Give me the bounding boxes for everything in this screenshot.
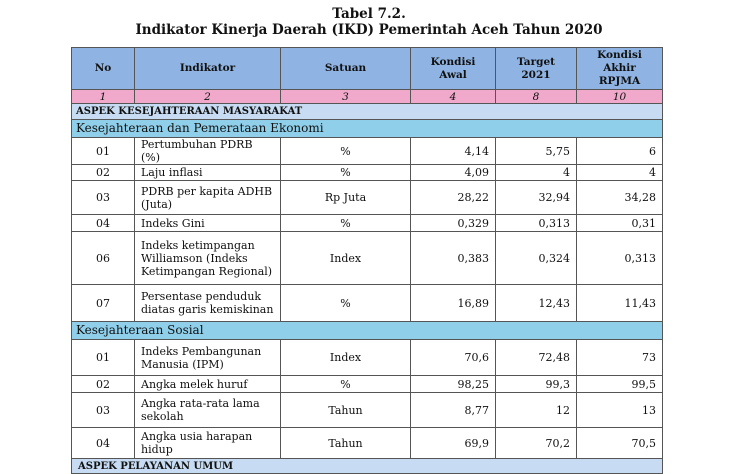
- cell-kondisi-akhir: 34,28: [577, 181, 663, 215]
- group-row: [72, 120, 663, 138]
- cell-target-2021: 12: [496, 393, 577, 428]
- aspek-row: [72, 104, 663, 120]
- table-row: [72, 138, 663, 165]
- column-number: 10: [577, 90, 663, 104]
- cell-satuan: %: [281, 138, 411, 165]
- cell-kondisi-awal: 0,383: [411, 232, 496, 285]
- cell-indikator: Laju inflasi: [135, 165, 281, 181]
- cell-no: 06: [72, 232, 135, 285]
- cell-satuan: %: [281, 215, 411, 232]
- cell-indikator: Persentase penduduk diatas garis kemiskinan: [135, 285, 281, 322]
- table-row: [72, 181, 663, 215]
- cell-no: 01: [72, 340, 135, 376]
- column-number-row: [72, 90, 663, 104]
- cell-target-2021: 32,94: [496, 181, 577, 215]
- table-row: [72, 340, 663, 376]
- cell-target-2021: 4: [496, 165, 577, 181]
- header-target-2021: Target 2021: [496, 48, 577, 90]
- cell-indikator: Indeks ketimpangan Williamson (Indeks Ketimpangan Regional): [135, 232, 281, 285]
- aspek-label: ASPEK PELAYANAN UMUM: [72, 459, 663, 474]
- cell-kondisi-awal: 28,22: [411, 181, 496, 215]
- cell-indikator: PDRB per kapita ADHB (Juta): [135, 181, 281, 215]
- cell-no: 03: [72, 181, 135, 215]
- group-label: Kesejahteraan dan Pemerataan Ekonomi: [72, 120, 663, 138]
- header-kondisi-awal: Kondisi Awal: [411, 48, 496, 90]
- table-title: Indikator Kinerja Daerah (IKD) Pemerintah Aceh Tahun 2020: [135, 22, 603, 38]
- header-kondisi-akhir: Kondisi Akhir RPJMA: [577, 48, 663, 90]
- cell-kondisi-akhir: 13: [577, 393, 663, 428]
- cell-kondisi-akhir: 70,5: [577, 428, 663, 459]
- cell-kondisi-akhir: 99,5: [577, 376, 663, 393]
- cell-target-2021: 99,3: [496, 376, 577, 393]
- cell-target-2021: 0,313: [496, 215, 577, 232]
- ikd-table: [71, 47, 663, 474]
- column-number: 4: [411, 90, 496, 104]
- table-row: [72, 376, 663, 393]
- cell-kondisi-awal: 4,14: [411, 138, 496, 165]
- aspek-row: [72, 459, 663, 474]
- cell-target-2021: 0,324: [496, 232, 577, 285]
- table-row: [72, 232, 663, 285]
- cell-no: 07: [72, 285, 135, 322]
- table-row: [72, 285, 663, 322]
- header-satuan: Satuan: [281, 48, 411, 90]
- cell-no: 01: [72, 138, 135, 165]
- column-number: 8: [496, 90, 577, 104]
- cell-kondisi-akhir: 0,31: [577, 215, 663, 232]
- cell-kondisi-awal: 98,25: [411, 376, 496, 393]
- table-row: [72, 215, 663, 232]
- cell-target-2021: 5,75: [496, 138, 577, 165]
- cell-kondisi-akhir: 6: [577, 138, 663, 165]
- cell-kondisi-awal: 0,329: [411, 215, 496, 232]
- cell-no: 03: [72, 393, 135, 428]
- cell-kondisi-awal: 69,9: [411, 428, 496, 459]
- group-label: Kesejahteraan Sosial: [72, 322, 663, 340]
- cell-no: 04: [72, 428, 135, 459]
- cell-kondisi-akhir: 0,313: [577, 232, 663, 285]
- cell-no: 02: [72, 376, 135, 393]
- cell-kondisi-akhir: 4: [577, 165, 663, 181]
- table-row: [72, 393, 663, 428]
- column-number: 3: [281, 90, 411, 104]
- cell-kondisi-awal: 4,09: [411, 165, 496, 181]
- cell-satuan: %: [281, 285, 411, 322]
- cell-satuan: %: [281, 376, 411, 393]
- cell-satuan: Index: [281, 232, 411, 285]
- cell-kondisi-akhir: 11,43: [577, 285, 663, 322]
- header-indikator: Indikator: [135, 48, 281, 90]
- cell-no: 04: [72, 215, 135, 232]
- cell-indikator: Angka usia harapan hidup: [135, 428, 281, 459]
- cell-satuan: Tahun: [281, 428, 411, 459]
- cell-target-2021: 70,2: [496, 428, 577, 459]
- cell-kondisi-akhir: 73: [577, 340, 663, 376]
- table-row: [72, 165, 663, 181]
- cell-no: 02: [72, 165, 135, 181]
- cell-indikator: Indeks Pembangunan Manusia (IPM): [135, 340, 281, 376]
- cell-target-2021: 12,43: [496, 285, 577, 322]
- table-row: [72, 428, 663, 459]
- aspek-label: ASPEK KESEJAHTERAAN MASYARAKAT: [72, 104, 663, 120]
- cell-kondisi-awal: 16,89: [411, 285, 496, 322]
- column-number: 1: [72, 90, 135, 104]
- group-row: [72, 322, 663, 340]
- cell-target-2021: 72,48: [496, 340, 577, 376]
- header-no: No: [72, 48, 135, 90]
- header-row: [72, 48, 663, 90]
- cell-satuan: Rp Juta: [281, 181, 411, 215]
- cell-kondisi-awal: 70,6: [411, 340, 496, 376]
- cell-satuan: %: [281, 165, 411, 181]
- cell-indikator: Pertumbuhan PDRB (%): [135, 138, 281, 165]
- table-caption: Tabel 7.2.: [332, 6, 406, 22]
- cell-satuan: Tahun: [281, 393, 411, 428]
- cell-indikator: Angka rata-rata lama sekolah: [135, 393, 281, 428]
- cell-satuan: Index: [281, 340, 411, 376]
- column-number: 2: [135, 90, 281, 104]
- cell-indikator: Angka melek huruf: [135, 376, 281, 393]
- cell-kondisi-awal: 8,77: [411, 393, 496, 428]
- cell-indikator: Indeks Gini: [135, 215, 281, 232]
